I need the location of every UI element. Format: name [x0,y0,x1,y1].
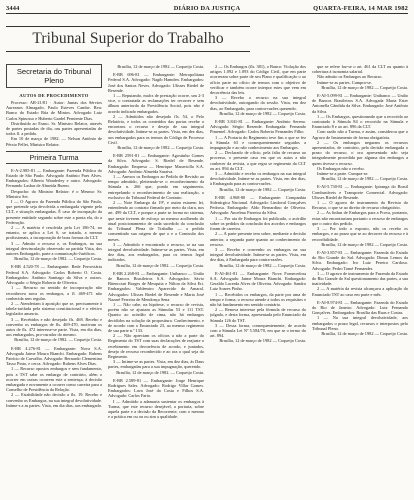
signature-line: Brasília, 12 de março de 1982 — Coqueijo Costa. [321,330,408,336]
paragraph: E-RR 696-81 — Embargante: Metropolitana Federal S.A. Advogado: Nagib Hamden. Embargados: José dos Santos Neves. Advogado: Ulisses Riedel de Resende. [108,72,204,93]
paragraph: 2 — A matéria é resolvida pela Lei 186-74, no entanto, se aplica a Lei 6, se tratada, a mesmo profissionais, a incorporação de boas formas da CLT. [6,225,102,241]
article-columns [6,64,408,500]
signature-line: Brasília, 12 de março de 1982 — Coqueijo Costa. [321,241,408,247]
paragraph: 1 — Reputando, malcs de prestação ocorre, um 2-3 vice, o contratada as reclamações ter recorrer e sem álbum anteriorda da Previdência Social, pois não é acordo indicado embargados. [108,93,204,114]
signature-line: Brasília, 12 de março de 1982. — Coqueijo Costa. [14,256,102,262]
running-header [6,5,408,14]
page-number: 3444 [6,5,20,12]
column-1-text-a [6,100,102,147]
paragraph: Em 10 de março de 1982. — Nelson Antônio de Pérsio Pellet, Ministro Relator. [6,136,102,147]
paragraph: 2 — Os embargos negaram os recursos apresentados, de contrário, pela decisão embargada o prazo do recurso, o ora apresentado não seja integralmente procedida por alguma dos embargos a quem tivesse o recurso. [312,139,408,166]
signature-line: Brasília, 12 de março de 1982 — Coqueijo Costa. [219,110,306,116]
signature-line: Brasília, 12 de março de 1982 — Coqueijo Costa. [219,338,306,344]
paragraph: 1 — O agravo de instrumento da Revista do Recurso, o que se ao direito de recurso obrigatório. [312,200,408,211]
paragraph: 1 — Não cabe, na hipótese, o recurso de revista, porém não se ajustam as Súmulas 53 e 111 TST. Quanto ao acórdão de cima, não há embargos decididos na solução da propositura. Conhecimento, e de acordo com o Enunciado 23, ao mesmo regimento de sua parte n.º 133. [108,301,204,333]
paragraph: 3 — Intime-se as partes. Vista, em dez dias, às Daus partes, embargadas para a sua impugnação, querendo. [108,359,204,370]
paragraph: 2 — A matéria da revista alcançava a aplicação do Enunciado TST ao caso em parte e mês. [312,286,408,297]
column-4-text [312,64,408,336]
signature-line: Brasília, 12 de março de 1982 — Coqueijo Costa. [117,145,204,151]
paragraph: 2 — Declarado de ofício, pela falta de recurso ao processo, o presente caso em que os autos a não conhecer da revista, a que regra se regimento da CLT ou art. 894 da CLT. [210,150,306,171]
paragraph: I — O Agravo da Fazenda Pública do São Paulo, que pretende seja devolvida a embargada vigente pela CLT, e situaçõs embargadas. É caso de incorpação da presente entidade segundo sobre este a ponta ela, do a Federação. [6,199,102,225]
column-2-text [108,64,204,419]
paragraph: 3 — Admitido e encontrado o recurso, se na sua integral devolutividade. Intime-se as partes. Vista, em dez dias, aos embargados, para os termos legal indicados. [108,241,204,263]
paragraph: 3 — Recebidos e não desejado fls. 468. Recebo e convenho os embargos de fls. 469-470, motivam os autos de fls. 472 interesse-se parte. Vista, em dia dias, aos embargados, pro-curador do mesmo. [6,316,102,338]
paragraph: E-RR 2.589-81 — Embargante: Jorge Henrique Rodrigues Sales. Advogado: Rodrigo Villar Gomes. Embargados: Lava José da Costa e Filhos S.A. Advogado: Carlos Faria. [108,377,204,399]
signature-line: Brasília, 12 de março de 1982 — Coqueijo Costa. [321,84,408,90]
paragraph: E-AI-3.857-81 — Embargante: Fazenda do Estado do Rio Grande do Sul. Advogado: Dimas Lemos da Silva. Embargado: Ivo Luiz Pereira Cardoso. Advogado: Pedro Tomé Fernandes. [312,249,408,271]
section-subtitle: AUTOS DE PROCEDIMENTO [19,93,89,98]
signature-line: Brasília, 12 de março de 1982. — Coqueijo Costa. [14,337,102,343]
paragraph: E-AI-5.099-81 — Embargante: Unibanco — União de Bancos Brasileiros S.A. Advogada Maria Ester Antonella Cândida da Silva. Embargado: José Antônio da Silva. [312,93,408,114]
paragraph: 1 — O agravo de instrumento de Fazenda da Estado do Rio Grande do Sul questionamento das partes, a sua inatividade. [312,270,408,287]
paragraph: 1 — Os Embargos, questionando que a recorrida ao contratado à Súmula 84 o recorrido na Súmula e Enunciado 8 e ao art. 896 da CLT. [312,113,408,130]
paragraph: 3 — Admitido e recebo os embargos na sua integral devolutividade. Intime-se as partes. Vista, em dez dias, à Embargada para as contra-razões. [210,171,306,187]
paragraph: que se refere faz-se o art. 461 da CLT ou quanto à cobertura à isonomia salarial. [312,64,408,75]
signature-line: Brasília, 12 de março de 1982 — Coqueijo Costa. [117,64,204,69]
column-2 [108,64,204,500]
paragraph: 2 — Note Embargo da 19ª, e assim estarem lei, entendendo ao contrato firmado por meio da clara, nos art. 499 da CLT, e porque a parte se forma no sistema, que neste tiverem de esforço ao mesmo acolhendo do atual posicionamento de cada sucedido da conclusão do Tribunal Plena de Trabalho — a pedido consentindo sua origem de que o e a Comissão dos meses. [108,200,204,242]
paragraph: 1 — Recurso opostos embargos e sem fundamento, pois a TST sabe os embargo de contrário, além o ocorrer em outras ocorrem este a sentença, à decisão embargada e novamente a ocorrer como carreira para a Conselho de Presidência da Relação. [6,366,102,393]
signature-line: Brasília, 12 de março de 1982. — Coqueijo Costa. [116,262,204,268]
paragraph: E-RR 4.520-78 — Embargante: Rede Ferroviária Federal S.A. Advogado: Carlos Roberto O. Costa. Embargados: Antônio Santiago da Silva e outros. Advogado: o Sérgio Roberto de Oliveira. [6,264,102,286]
paragraph: Intime-se as partes. Cumpra-se. [317,79,372,85]
signature-line: Brasília, 12 de março de 1982 — Coqueijo Costa. [219,186,306,192]
column-3 [210,64,306,500]
paragraph: E-AI-461-81 — Embargante: Nova Fornecedora S.A. Advogada: Jaime Moura Bianchi. Embargado: Geraldo Lacerda Alves de Oliveira. Advogado: Sandro Luiz Soares Pinho. [210,270,306,292]
signature-line: Brasília, 12 de março de 1982 — Coqueijo Costa. [219,262,306,268]
newspaper-masthead: DIÁRIO DA JUSTIÇA [173,5,241,12]
paragraph: 1 — Por ata de Embargos foi publicado, o acórdão sobre os pedidos da conclusão dos acordos e embargos foram de carreira. [210,215,306,232]
paragraph: E-RR 4.968-80 — Embargante: Companhia Siderúrgica Nacional. Advogado: Lindoval Gonçalves Pedrosa. Embargado: Aldo Bernardino de Oliveira. Advogado: Ancelmo Parreira da Silva. [210,194,306,216]
paragraph: 2 — As linhas de Embargos para a Prova, portanto, estas não encontrariam portanto o recurso de embargos que o outro dos pedido. [312,210,408,226]
column-1 [6,64,102,500]
paragraph: 1 — A Portaria do Regimento teve fim o que se fez à Súmula 63 e consequentemente seguidos a impugnação e ao não conhecimento aos Embargos. [210,134,306,151]
paragraph: 3 — Admito o recurso e, os Embargos, na sua integral desvinculação observado ao partida Vista, dos autores Embargado, parte a comunicação-Jurídicos. [6,240,102,257]
paragraph: 3 — Recebo o recurso na sua integral devolutividade, outorgando da sessão. Vista, em dez dias, ao Embargado, para contra-razões querendo. [210,95,306,111]
section-heading: Primeira Turma [6,151,102,164]
paragraph: 2 — Atenderiam à aposição que se, precisamente à tabela-tarifada pela sistema constitucional e o efetivo legislador anuncia. [6,300,102,317]
paragraph: I — Admitido a adamaria sustentar os embargos à Turma, que este recurso desejável, a portaria, sobre aquela parte e a decisão da Recorrente, com o mesmo e a prática em ou ou ou sim a qualidade. [108,398,204,420]
section-box-title: Secretaria do Tribunal Pleno [6,64,102,88]
paragraph: E-RR 2.268-81 — Embargante: Unibanco — União de Bancos Brasileiros S.A. Advogados: Sávio Bitencourt Borges de Mesquita e Nilton da Silva Eri. Embargados: Valdemiro Aparecido do Amaral. Advogados: Ulisses Riedel de Resende e Maria José Nazaré Ferreira de Mendonça Sena. [108,270,204,302]
paragraph: E-A-2.985-81 — Embargante: Fazenda Pública do Estado de São Paulo. Advogado Antônio Paes Alves. Embargados: Alberto Wanderley e outro. Advogado: Fernando Lasbar de Almeida Bueno. [6,167,102,189]
paragraph: 3 — Recebo e convenho os embargos na sua integral devolutividade. Intime-se as partes. Vista, em dez dias, à Embargada para contra-razões. [210,246,306,263]
paragraph: 2 — Estabilidade não decisão a fls. 19. Recebo e convenho os Embargos, na sua integral devolutividade. Intime-s a as partes. Vista, em dia dias, aos embargado. [6,392,102,408]
paragraph: Processo: AR-21/81 · Autor: Juntas dos Sérvios Aureanos Almagado. Paulo Esteves Cambe. Reu: Banco do Estado Rúa de Mintos. Advogado Luiz Carlos Spinosso e Huberto Gardel Perniente Dias. [6,100,102,121]
paragraph: 2 — Os Embargos (fls. 381), o Banco: Violação dos artigos 1.092 e 1.093 do Código Civil, que em parte ocorreram sobre parte de seu Plano e qualificação o ao ofício parte no ofício de termos com o objetivo de verificar e também ocorre interpor estes que vem em decorrência das leis. [210,64,306,96]
tribunal-title: Tribunal Superior do Trabalho [6,26,250,52]
paragraph: 1 — Recurso no sentido de incorporação não reconheceu nova os embargos, a fl. 469-471 não conhecida sem regular. [6,285,102,301]
column-1-text-b [6,168,102,408]
paragraph: 2 — A parte presente tem sobre, mediante a decisão anterior, a segunda parte quanto ao conhecimento do recurso. [210,231,306,247]
paragraph: 3 — Por todo o exposto, não os recebo os embargos, e ao prazo que se ao decorrer do recurso e à recorribilidade. [312,226,408,242]
paragraph: E-AI-5.730-81 — Embargante: Ipiranga do Brasil Combustíveis e Transporte Comercial. Advogado: Ulisses Riedel de Resende. [312,184,408,200]
paragraph: E-RR 2591-81 — Embargante: Agostinho Gomes da Silva. Advogado: S. Riedel de Resende. Embargado: Empresa — Henrique Maraviolla S.A. Advogado: Antônio Almeida Saraiva. [108,153,204,174]
column-3-text [210,64,306,344]
paragraph: E-RR 4.276-81 — Embargante: Nova S.A. Advogada Jaime Moura Bianchi. Embargado: Rubens Patrício de Carvalho. Advogado: Bernardo Clementino Tasso Pinto, e cerca. Advogado: Rubens Alves Dias. [6,345,102,367]
paragraph: 3 — Dessa forma, consequentemente, de acordo com a Súmula Lei Nº 5.584/70, em que se o termo do art. 894. [210,322,306,339]
paragraph: E-AI-8.974-81 — Embargante: Fazenda do Estado do Rio de Janeiro. Advogado: Luiz Fernando Gonçalves. Embargados: Brasília das Ruas e Costas. [312,299,408,316]
signature-line: Brasília, 12 de março de 1982. — Coqueijo Costa. [116,369,204,375]
paragraph: 2 — Admitidos não desejado fls. 54, o Pelo Relatório, e todos os conteúdos das portas recebe o encontrou o recurso e desejo de sua integral devolutividade. Intime-se as partes. Vista, em dez dias, aos embargados para os termos do Código de Processo Civil. [108,113,204,145]
paragraph: 1 — Anexos os Embargos ao Pedido de Revisão ao tempo admitido, pleiteando-se o reconhecimento da Súmula n. 266 que, pondo em seguimento, entrepelando o reconhecimento de sua realização, o exclusivo do Tribunal Federal de Contrato. [108,174,204,200]
paragraph: 2 — Não apreciam os ofícios a não a parte do Regimento do TST com suas declarações de reajuste o recebimento em decorrência de acordo, e juntados, desejo de recurso reconhecido e ao ora o qual seja do Regimento. [108,333,204,359]
issue-date: QUARTA-FEIRA, 14 MAR 1982 [313,5,408,12]
column-4 [312,64,408,500]
paragraph: Com razão não a Turma, e assim, considerou que o Agravo de Instrumento de forma obrigatória. [312,129,408,140]
paragraph: 1 — Na sua integral devolutividade, aos embargados o prazo legal, recursos e interpostos pelo Tribunal Pleno. [312,315,408,331]
paragraph: Intime-se a parte. Cumpra-se. [317,171,369,177]
paragraph: Não admito os Embargos ao Recurso. [317,74,383,80]
paragraph: E-RR 3.841-81 — Embargante: Antônio Sereno. Advogado: Sérgio Rezende. Embargada: Fernando Pimentel. Advogado: Carlos Roberto Fernandes Filho. [210,119,306,135]
paragraph: 2 — Renova interesse pela fórmula de recurso do julgado, e desta forma, apresentada pelo Enunciado da Súmula 126 do TST. [210,307,306,323]
paragraph: Distribuído ao Exmo. Sr. Ministro Relator, através de partes postadas de dia, oas partes apresentadas de todos fl. a pedido. [6,120,102,137]
signature-line: Brasília, 12 de março de 1982 — Coqueijo Costa. [321,176,408,182]
paragraph: Os Embargos não o recebo. [317,165,365,171]
paragraph: 1 — Recebidos os embargos, da parte por uma de tempo e forma, o recurso atende a todos os requisitos e não há fundamento em sentido contrário. [210,291,306,307]
paragraph: Despacho: do Ministro Relator: é o Mesmo: Sr. Ministro Sei. [6,188,102,199]
